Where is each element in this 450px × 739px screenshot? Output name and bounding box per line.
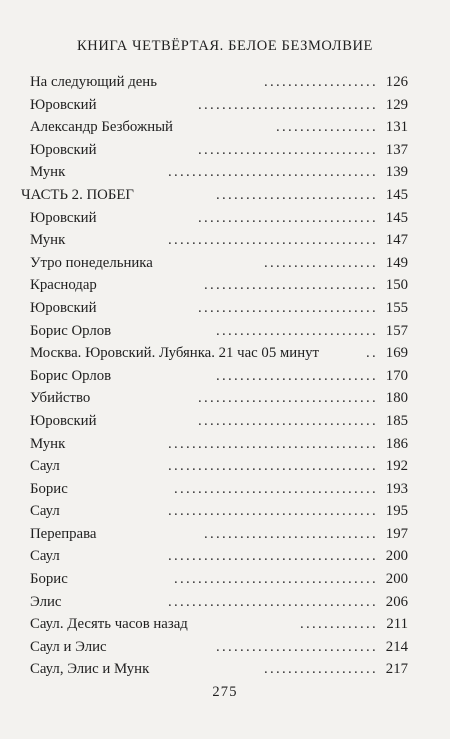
toc-entry-page: 126 xyxy=(385,74,408,90)
dot-leader: ................................... xyxy=(168,548,378,565)
toc-entry-title: Утро понедельника xyxy=(30,254,153,271)
dot-leader: ................................... xyxy=(168,164,378,181)
toc-entry-title: На следующий день xyxy=(30,74,157,90)
toc-entry-title: Юровский xyxy=(30,299,97,316)
dot-leader: ................................... xyxy=(168,593,378,610)
toc-entry-title: Александр Безбожный xyxy=(30,119,173,136)
dot-leader: .............................. xyxy=(198,390,378,407)
dot-leader: .. xyxy=(366,345,378,362)
toc-entry-title: Саул и Элис xyxy=(30,638,107,655)
dot-leader: .............................. xyxy=(198,141,378,158)
toc-entry-page: 195 xyxy=(385,503,408,520)
toc-entry xyxy=(21,94,408,117)
toc-entry-page: 131 xyxy=(385,119,408,136)
toc-entry xyxy=(21,365,408,388)
toc-entry-page: 129 xyxy=(385,96,408,113)
toc-entry xyxy=(21,455,408,478)
toc-entry xyxy=(21,71,408,94)
toc-entry-title: Мунк xyxy=(30,164,66,181)
toc-entry xyxy=(21,320,408,343)
toc-entry-title: Мунк xyxy=(30,435,66,452)
toc-entry xyxy=(21,139,408,162)
toc-entry-title: Саул xyxy=(30,503,60,520)
toc-entry-page: 200 xyxy=(385,548,408,565)
toc-entry-title: Краснодар xyxy=(30,277,97,294)
toc-entry-title: Саул xyxy=(30,548,60,565)
toc-entry-page: 185 xyxy=(385,412,408,429)
chapter-header: КНИГА ЧЕТВЁРТАЯ. БЕЛОЕ БЕЗМОЛВИЕ xyxy=(76,38,374,54)
toc-entry xyxy=(21,613,408,636)
toc-entry xyxy=(21,410,408,433)
toc-entry-page: 145 xyxy=(385,209,408,226)
toc-entry-page: 197 xyxy=(385,525,408,542)
toc-entry-page: 147 xyxy=(385,232,408,249)
toc-entry xyxy=(21,161,408,184)
toc-entry-title: Москва. Юровский. Лубянка. 21 час 05 минут xyxy=(30,345,319,362)
toc-entry xyxy=(21,636,408,659)
toc-entry-title: Борис Орлов xyxy=(30,322,112,339)
dot-leader: ........................... xyxy=(216,638,378,655)
table-of-contents xyxy=(21,71,408,681)
toc-entry-page: 157 xyxy=(385,322,408,339)
toc-entry xyxy=(21,274,408,297)
dot-leader: ............................. xyxy=(204,277,378,294)
toc-entry-page: 170 xyxy=(385,367,408,384)
toc-entry-title: Убийство xyxy=(30,390,91,407)
toc-entry-title: Саул xyxy=(30,458,60,475)
toc-entry-title: Саул. Десять часов назад xyxy=(30,616,188,633)
dot-leader: .................................. xyxy=(174,571,378,588)
toc-entry xyxy=(21,523,408,546)
toc-entry-page: 192 xyxy=(385,458,408,475)
page-number: 275 xyxy=(212,684,238,700)
toc-entry xyxy=(21,297,408,320)
toc-entry-title: Борис xyxy=(30,571,68,588)
dot-leader: .............................. xyxy=(198,299,378,316)
toc-entry-page: 180 xyxy=(385,390,408,407)
toc-entry-title: Переправа xyxy=(30,525,97,542)
toc-entry-page: 149 xyxy=(385,254,408,271)
dot-leader: ............. xyxy=(300,616,378,633)
toc-entry xyxy=(21,342,408,365)
toc-entry xyxy=(21,387,408,410)
dot-leader: ........................... xyxy=(216,322,378,339)
dot-leader: ........................... xyxy=(216,367,378,384)
toc-entry-title: Юровский xyxy=(30,209,97,226)
dot-leader: .............................. xyxy=(198,412,378,429)
dot-leader: ................................... xyxy=(168,503,378,520)
toc-entry-page: 169 xyxy=(385,345,408,362)
toc-entry-title: Элис xyxy=(30,593,62,610)
toc-entry-page: 217 xyxy=(385,661,408,678)
dot-leader: ................... xyxy=(264,661,378,678)
toc-entry-page: 214 xyxy=(385,638,408,655)
dot-leader: ................................... xyxy=(168,232,378,249)
toc-entry xyxy=(21,207,408,230)
dot-leader: ................... xyxy=(264,254,378,271)
toc-entry-title: Юровский xyxy=(30,141,97,158)
toc-entry xyxy=(21,658,408,681)
toc-entry-page: 200 xyxy=(385,571,408,588)
dot-leader: ............................. xyxy=(204,525,378,542)
toc-entry-page: 155 xyxy=(385,299,408,316)
toc-entry-page: 193 xyxy=(385,480,408,497)
dot-leader: .............................. xyxy=(198,96,378,113)
toc-entry-page: 139 xyxy=(385,164,408,181)
toc-entry-title: Борис xyxy=(30,480,68,497)
toc-entry-page: 186 xyxy=(385,435,408,452)
toc-entry xyxy=(21,116,408,139)
toc-entry-title: Юровский xyxy=(30,96,97,113)
dot-leader: ................... xyxy=(264,74,378,90)
toc-entry xyxy=(21,591,408,614)
toc-entry xyxy=(21,229,408,252)
toc-entry xyxy=(21,433,408,456)
toc-entry xyxy=(21,478,408,501)
dot-leader: ................................... xyxy=(168,435,378,452)
toc-entry-page: 211 xyxy=(386,616,408,633)
dot-leader: .................................. xyxy=(174,480,378,497)
toc-entry xyxy=(21,184,408,207)
toc-entry-title: Мунк xyxy=(30,232,66,249)
toc-entry xyxy=(21,568,408,591)
toc-entry-page: 150 xyxy=(385,277,408,294)
toc-entry xyxy=(21,545,408,568)
toc-entry xyxy=(21,252,408,275)
toc-entry-title: Юровский xyxy=(30,412,97,429)
toc-entry xyxy=(21,500,408,523)
toc-entry-page: 137 xyxy=(385,141,408,158)
toc-entry-title: ЧАСТЬ 2. ПОБЕГ xyxy=(21,186,134,203)
dot-leader: ................................... xyxy=(168,458,378,475)
toc-entry-title: Борис Орлов xyxy=(30,367,112,384)
toc-entry-title: Саул, Элис и Мунк xyxy=(30,661,150,678)
dot-leader: .............................. xyxy=(198,209,378,226)
toc-entry-page: 206 xyxy=(385,593,408,610)
toc-entry-page: 145 xyxy=(385,186,408,203)
dot-leader: ................. xyxy=(276,119,378,136)
dot-leader: ........................... xyxy=(216,186,378,203)
